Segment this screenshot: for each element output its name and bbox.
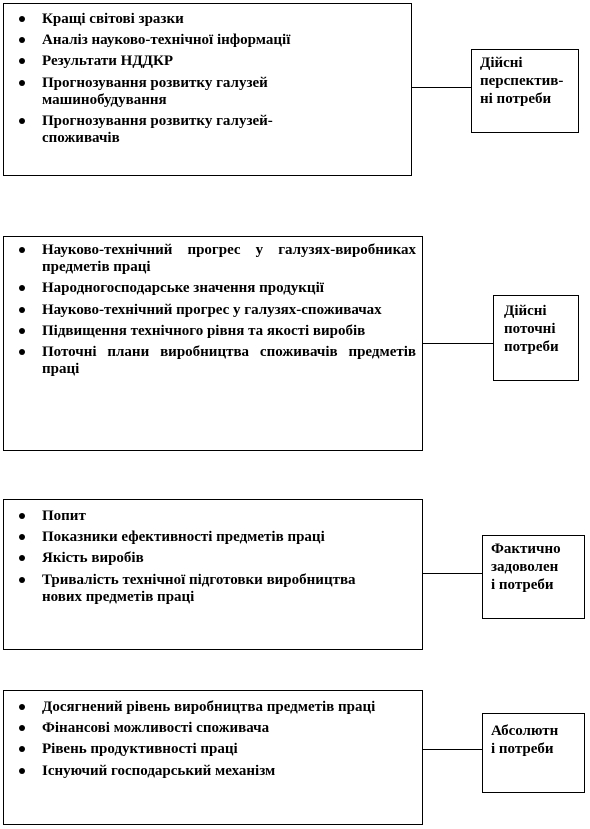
- connector-line-3: [423, 573, 482, 574]
- bullet-icon: [19, 725, 25, 731]
- bullet-icon: [19, 555, 25, 561]
- bullet-icon: [19, 513, 25, 519]
- factors-list-4: [4, 691, 422, 780]
- needs-label-box-4: [482, 713, 585, 793]
- list-item: Попит: [4, 508, 362, 525]
- needs-label-box-2: [493, 295, 579, 381]
- list-item: Показники ефективності предметів праці: [4, 529, 362, 546]
- factors-list-2: [4, 237, 422, 378]
- list-item: Науково-технічний прогрес у галузях-виробниках предметів праці: [4, 242, 416, 276]
- bullet-icon: [19, 285, 25, 291]
- list-item: Поточні плани виробництва споживачів предметів праці: [4, 344, 416, 378]
- bullet-icon: [19, 328, 25, 334]
- bullet-icon: [19, 80, 25, 86]
- list-item: Прогнозування розвитку галузей-споживачів: [4, 113, 391, 147]
- list-item: Науково-технічний прогрес у галузях-споживачах: [4, 302, 416, 319]
- needs-label-box-3: [482, 535, 585, 619]
- bullet-icon: [19, 16, 25, 22]
- bullet-icon: [19, 307, 25, 313]
- list-item: Якість виробів: [4, 550, 362, 567]
- bullet-icon: [19, 534, 25, 540]
- list-item: Фінансові можливості споживача: [4, 720, 402, 737]
- bullet-icon: [19, 349, 25, 355]
- bullet-icon: [19, 704, 25, 710]
- list-item: Кращі світові зразки: [4, 11, 391, 28]
- connector-line-2: [423, 343, 493, 344]
- list-item: Народногосподарське значення продукції: [4, 280, 416, 297]
- list-item: Існуючий господарський механізм: [4, 763, 402, 780]
- list-item: Рівень продуктивності праці: [4, 741, 402, 758]
- bullet-icon: [19, 118, 25, 124]
- factors-list-1: [4, 4, 411, 147]
- list-item: Прогнозування розвитку галузей машинобудування: [4, 75, 391, 109]
- needs-label-3: Фактично задоволен і потреби: [491, 541, 561, 593]
- connector-line-4: [423, 749, 482, 750]
- factors-box-2: [3, 236, 423, 451]
- list-item: Результати НДДКР: [4, 53, 391, 70]
- connector-line-1: [412, 87, 471, 88]
- bullet-icon: [19, 58, 25, 64]
- factors-box-1: [3, 3, 412, 176]
- factors-box-3: [3, 499, 423, 650]
- list-item: Аналіз науково-технічної інформації: [4, 32, 391, 49]
- factors-list-3: [4, 500, 422, 606]
- needs-label-2: Дійсні поточні потреби: [504, 303, 559, 355]
- bullet-icon: [19, 768, 25, 774]
- list-item: Тривалість технічної підготовки виробництва нових предметів праці: [4, 572, 362, 606]
- needs-label-4: Абсолютн і потреби: [491, 723, 559, 757]
- bullet-icon: [19, 37, 25, 43]
- bullet-icon: [19, 577, 25, 583]
- needs-label-box-1: [471, 49, 579, 133]
- needs-label-1: Дійсні перспектив- ні потреби: [480, 55, 564, 107]
- list-item: Досягнений рівень виробництва предметів праці: [4, 699, 402, 716]
- bullet-icon: [19, 247, 25, 253]
- list-item: Підвищення технічного рівня та якості виробів: [4, 323, 416, 340]
- bullet-icon: [19, 746, 25, 752]
- factors-box-4: [3, 690, 423, 825]
